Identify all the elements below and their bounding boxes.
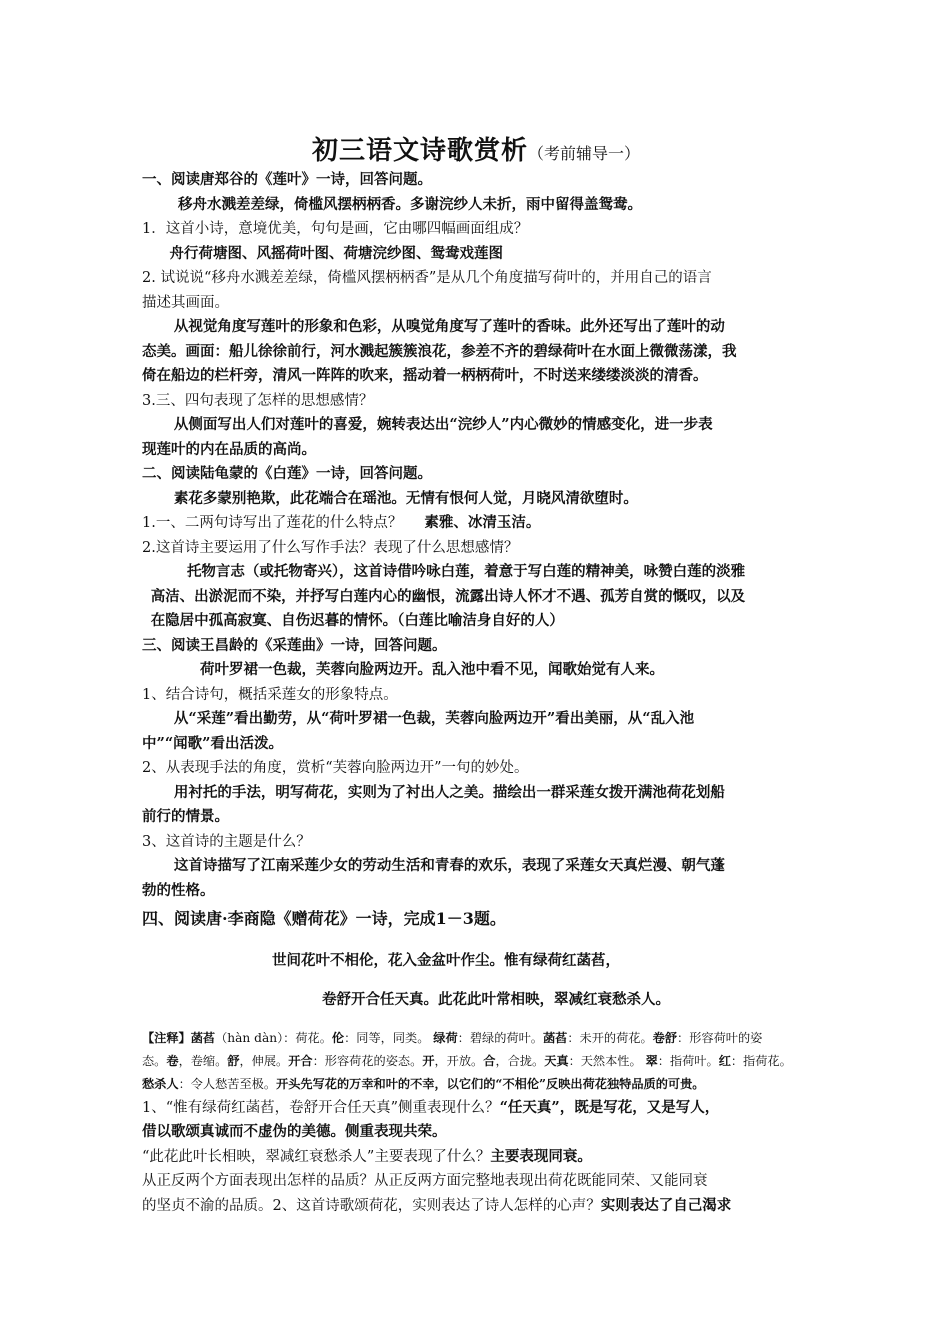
section-1-heading: 一、阅读唐郑谷的《莲叶》一诗，回答问题。 — [142, 171, 432, 188]
note-text: ：天然本性。 — [568, 1053, 642, 1068]
section-1-question-2-line-1: 2. 试说说“移舟水溅差差绿，倚槛风摆柄柄香”是从几个角度描写荷叶的，并用自己的语言 — [142, 270, 712, 286]
note-text: ：未开的荷花。 — [567, 1030, 653, 1045]
note-term: 合 — [483, 1053, 496, 1068]
section-2-question-1: 1.一、二两句诗写出了莲花的什么特点？ — [142, 515, 403, 531]
section-3-question-3: 3、这首诗的主题是什么？ — [142, 833, 311, 850]
section-4-answer-1-part-1: “任天真”，既是写花，又是写人， — [499, 1098, 720, 1116]
title-subtitle: （考前辅导一） — [528, 144, 641, 163]
section-4-notes-line-1 — [142, 1027, 810, 1050]
section-4-answer-2: 实则表达了自己渴求 — [600, 1196, 732, 1214]
section-3-answer-1-line-2: 中”“闻歌”看出活泼。 — [142, 734, 284, 752]
section-2-poem: 素花多蒙别艳欺，此花端合在瑶池。无情有恨何人觉，月晓风清欲堕时。 — [173, 489, 638, 507]
note-text: 态。 — [142, 1053, 167, 1068]
section-4-poem-line-1: 世间花叶不相伦，花入金盆叶作尘。惟有绿荷红菡萏， — [272, 951, 620, 969]
section-3-answer-3-line-1: 这首诗描写了江南采莲少女的劳动生活和青春的欢乐，表现了采莲女天真烂漫、朝气蓬 — [173, 857, 725, 874]
section-2-answer-2-line-3: 在隐居中孤高寂寞、自伤迟暮的情怀。（白莲比喻洁身自好的人） — [150, 612, 564, 629]
note-term: 愁杀人 — [142, 1076, 179, 1091]
note-text: ，开放。 — [434, 1053, 484, 1068]
note-term: 伦 — [331, 1030, 345, 1045]
note-term: 菡萏 — [542, 1030, 568, 1045]
note-term: 开合 — [288, 1053, 313, 1068]
title-main: 初三语文诗歌赏析 — [311, 136, 528, 166]
section-3-heading: 三、阅读王昌龄的《采莲曲》一诗，回答问题。 — [142, 636, 447, 654]
note-text: ：令人愁苦至极。 — [178, 1076, 277, 1091]
note-text: ：形容荷叶的姿 — [677, 1030, 763, 1045]
note-text: ：同等，同类。 — [344, 1030, 430, 1045]
section-1-answer-3-line-1: 从侧面写出人们对莲叶的喜爱，婉转表达出“浣纱人”内心微妙的情感变化，进一步表 — [173, 416, 713, 433]
note-term: 卷舒 — [652, 1030, 678, 1045]
section-1-question-2-line-2: 描述其画面。 — [142, 294, 229, 311]
section-4-poem-line-2: 卷舒开合任天真。此花此叶常相映，翠减红衰愁杀人。 — [322, 991, 670, 1008]
note-term: 菡萏 — [190, 1030, 216, 1045]
section-2-answer-2-line-2: 高洁、出淤泥而不染，并抒写白莲内心的幽恨，流露出诗人怀才不遇、孤芳自赏的慨叹，以及 — [150, 587, 746, 605]
note-commentary: 开头先写花的万幸和叶的不幸，以它们的“不相伦”反映出荷花独特品质的可贵。 — [276, 1076, 705, 1091]
note-text: ，卷缩。 — [178, 1053, 228, 1068]
note-text: ：碧绿的荷叶。 — [457, 1030, 543, 1045]
section-4-question-1-row — [142, 1096, 810, 1121]
section-4-question-1d: 从正反两个方面表现出怎样的品质？从正反两方面完整地表现出荷花既能同荣、又能同衰 — [142, 1173, 708, 1189]
note-term: 红 — [718, 1053, 731, 1068]
section-4-question-2: 的坚贞不渝的品质。2、这首诗歌颂荷花，实则表达了诗人怎样的心声？ — [142, 1197, 601, 1214]
note-term: 天真 — [544, 1053, 569, 1068]
section-1-answer-2-line-3: 倚在船边的栏杆旁，清风一阵阵的吹来，摇动着一柄柄荷叶，不时送来缕缕淡淡的清香。 — [142, 367, 708, 384]
section-2-answer-1: 素雅、冰清玉洁。 — [424, 514, 541, 531]
section-4-answer-1c: 主要表现同衰。 — [490, 1147, 592, 1165]
note-term: 绿荷 — [433, 1030, 458, 1045]
section-4-answer-1-line-2: 借以歌颂真诚而不虚伪的美德。侧重表现共荣。 — [142, 1123, 447, 1140]
note-term: 开 — [422, 1053, 435, 1068]
note-text: ：指荷叶。 — [657, 1053, 719, 1068]
section-1-answer-2-line-1: 从视觉角度写莲叶的形象和色彩，从嗅觉角度写了莲叶的香味。此外还写出了莲叶的动 — [173, 318, 725, 335]
section-3-poem: 荷叶罗裙一色裁，芙蓉向脸两边开。乱入池中看不见，闻歌始觉有人来。 — [200, 661, 664, 678]
notes-label: 【注释】 — [142, 1030, 191, 1045]
note-text: ：指荷花。 — [730, 1053, 792, 1068]
document-page — [142, 130, 810, 1218]
section-4-heading: 四、阅读唐·李商隐《赠荷花》一诗，完成1－3题。 — [142, 909, 506, 928]
note-text: （hàn dàn）：荷花。 — [215, 1030, 332, 1045]
section-1-answer-2-line-2: 态美。画面：船儿徐徐前行，河水溅起簇簇浪花，参差不齐的碧绿荷叶在水面上微微荡漾，我 — [142, 342, 737, 360]
section-1-question-3: 3.三、四句表现了怎样的思想感情？ — [142, 392, 374, 409]
section-4-notes-line-2 — [142, 1050, 810, 1073]
section-3-answer-1-line-1: 从“采莲”看出勤劳，从“荷叶罗裙一色裁，芙蓉向脸两边开”看出美丽，从“乱入池 — [173, 710, 695, 727]
section-4-question-1c-row — [142, 1145, 810, 1170]
section-3-answer-2-line-2: 前行的情景。 — [142, 808, 229, 825]
section-3-answer-3-line-2: 勃的性格。 — [142, 881, 215, 899]
section-4-question-1c: “此花此叶长相映，翠减红衰愁杀人”主要表现了什么？ — [142, 1148, 491, 1165]
section-2-question-1-row — [142, 511, 810, 536]
section-1-question-1: 1．这首小诗，意境优美，句句是画，它由哪四幅画面组成？ — [142, 221, 529, 237]
section-2-heading: 二、阅读陆龟蒙的《白莲》一诗，回答问题。 — [142, 465, 432, 482]
section-3-question-1: 1、结合诗句，概括采莲女的形象特点。 — [142, 686, 398, 703]
note-term: 舒 — [227, 1053, 240, 1068]
section-4-notes-line-3 — [142, 1073, 810, 1096]
section-2-answer-2-line-1: 托物言志（或托物寄兴），这首诗借吟咏白莲，着意于写白莲的精神美，咏赞白莲的淡雅 — [186, 563, 746, 580]
section-4-question-1e-row — [142, 1194, 810, 1219]
section-2-question-2: 2.这首诗主要运用了什么写作手法？表现了什么思想感情？ — [142, 539, 519, 556]
section-3-answer-2-line-1: 用衬托的手法，明写荷花，实则为了衬出人之美。描绘出一群采莲女拨开满池荷花划船 — [173, 783, 725, 801]
section-3-question-2: 2、从表现手法的角度，赏析“芙蓉向脸两边开”一句的妙处。 — [142, 760, 529, 776]
note-text: ，伸展。 — [239, 1053, 289, 1068]
note-term: 卷 — [166, 1053, 179, 1068]
note-text: ，合拢。 — [495, 1053, 545, 1068]
note-text: ：形容荷花的姿态。 — [312, 1053, 423, 1068]
document-title — [142, 130, 810, 164]
section-1-answer-3-line-2: 现莲叶的内在品质的高尚。 — [142, 440, 316, 458]
section-1-answer-1: 舟行荷塘图、风摇荷叶图、荷塘浣纱图、鸳鸯戏莲图 — [169, 244, 504, 262]
section-4-question-1: 1、“惟有绿荷红菡萏，卷舒开合任天真”侧重表现什么？ — [142, 1099, 500, 1116]
note-term: 翠 — [645, 1053, 658, 1068]
section-1-poem: 移舟水溅差差绿，倚槛风摆柄柄香。多谢浣纱人未折，雨中留得盖鸳鸯。 — [178, 195, 642, 213]
